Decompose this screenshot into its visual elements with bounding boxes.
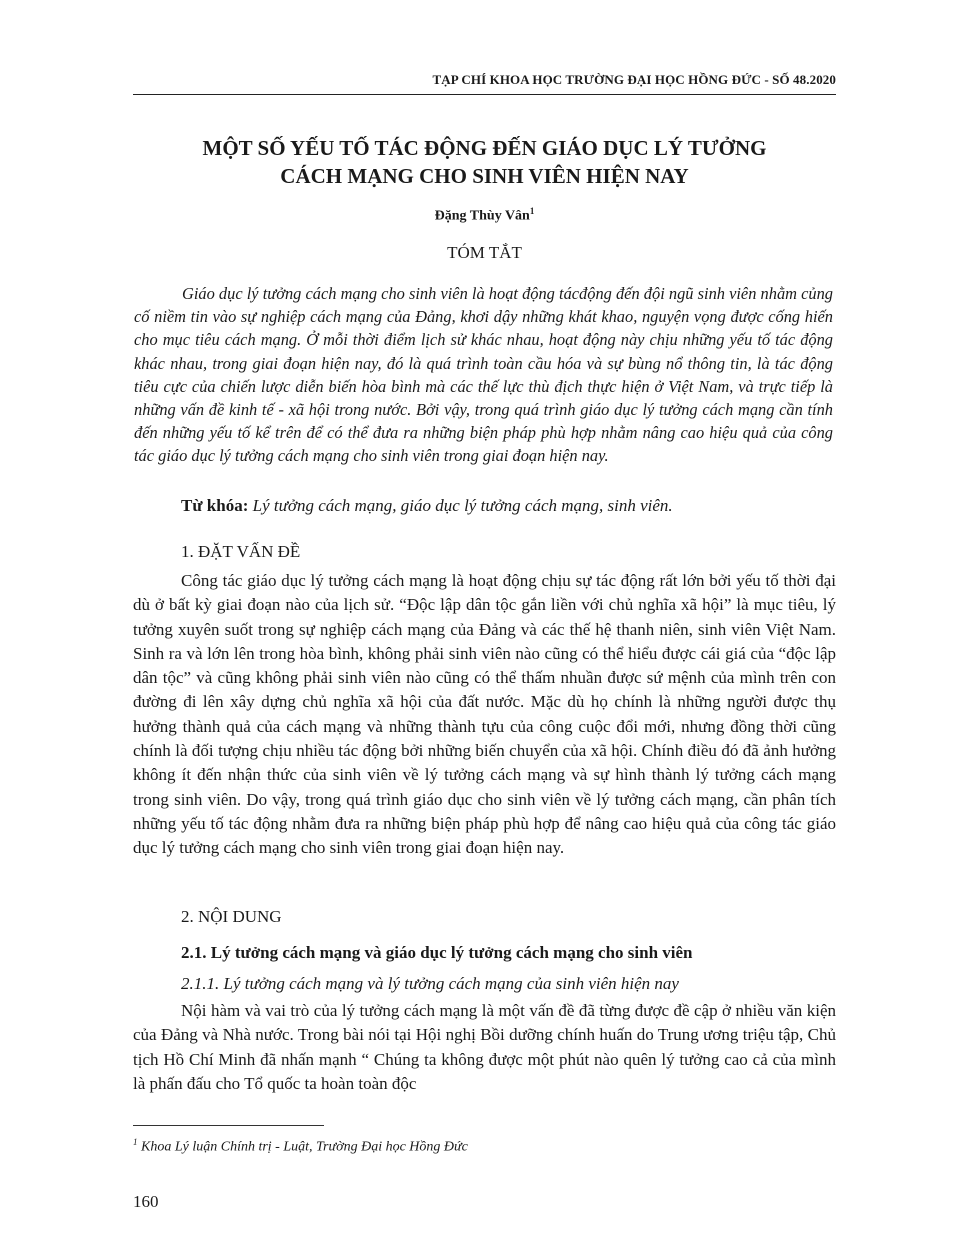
subsection-2-1-heading: 2.1. Lý tưởng cách mạng và giáo dục lý tưởng cách mạng cho sinh viên [181,943,693,962]
footnote [133,1137,468,1156]
abstract-heading: TÓM TẮT [447,243,522,262]
journal-header: TẠP CHÍ KHOA HỌC TRƯỜNG ĐẠI HỌC HỒNG ĐỨC - SỐ 48.2020 [432,72,836,87]
section-2-heading: 2. NỘI DUNG [181,907,282,926]
subsection-2-1-1-heading: 2.1.1. Lý tưởng cách mạng và lý tưởng cách mạng của sinh viên hiện nay [181,974,679,993]
keywords-label: Từ khóa: [181,496,249,515]
keywords-text: Lý tưởng cách mạng, giáo dục lý tưởng cách mạng, sinh viên. [252,496,673,515]
abstract-text: Giáo dục lý tưởng cách mạng cho sinh viên là hoạt động tácđộng đến đội ngũ sinh viên nhằm củng cố niềm tin vào sự nghiệp cách mạng của Đảng, khơi dậy những khát khao, nguyện vọng được cống hiến cho mục tiêu cách mạng. Ở mỗi thời điểm lịch sử khác nhau, hoạt động này chịu những yếu tố tác động khác nhau, trong giai đoạn hiện nay, đó là quá trình toàn cầu hóa và sự bùng nổ thông tin, là tác động tiêu cực của chiến lược diễn biến hòa bình mà các thế lực thù địch thực hiện ở Việt Nam, và trực tiếp là những vấn đề kinh tế - xã hội trong nước. Bởi vậy, trong quá trình giáo dục lý tưởng cách mạng cần tính đến những yếu tố kể trên để có thể đưa ra những biện pháp phù hợp nhằm nâng cao hiệu quả của công tác giáo dục lý tưởng cách mạng cho sinh viên trong giai đoạn hiện nay. [134,284,833,466]
header-rule [133,94,836,95]
author-name: Đặng Thùy Vân [434,208,530,224]
page-number: 160 [133,1192,159,1211]
footnote-text: Khoa Lý luận Chính trị - Luật, Trường Đại học Hồng Đức [141,1139,468,1155]
footnote-marker: 1 [133,1137,138,1147]
author [133,206,836,225]
section-2-text: Nội hàm và vai trò của lý tưởng cách mạng là một vấn đề đã từng được đề cập ở nhiều văn kiện của Đảng và Nhà nước. Trong bài nói tại Hội nghị Bồi dưỡng chính huấn do Trung ương triệu tập, Chủ tịch Hồ Chí Minh đã nhấn mạnh “ Chúng ta không được một phút nào quên lý tưởng cao cả của mình là phấn đấu cho Tổ quốc ta hoàn toàn độc [133,1001,836,1093]
author-footnote-marker: 1 [529,206,535,216]
section-1-heading: 1. ĐẶT VẤN ĐỀ [181,542,301,561]
title-line-2: CÁCH MẠNG CHO SINH VIÊN HIỆN NAY [280,164,689,188]
keywords [133,494,836,518]
footnote-rule [133,1125,324,1126]
section-1-text: Công tác giáo dục lý tưởng cách mạng là hoạt động chịu sự tác động rất lớn bởi yếu tố thời đại dù ở bất kỳ giai đoạn nào của lịch sử. “Độc lập dân tộc gắn liền với chủ nghĩa xã hội” là mục tiêu, lý tưởng xuyên suốt trong sự nghiệp cách mạng của Đảng và các thế hệ thanh niên, sinh viên Việt Nam. Sinh ra và lớn lên trong hòa bình, không phải sinh viên nào cũng có thể hiểu được cái giá của “độc lập dân tộc” và cũng không phải sinh viên nào cũng có thể thấm nhuần được sứ mệnh của mình trên con đường đi lên xây dựng chủ nghĩa xã hội của đất nước. Mặc dù họ chính là những người được thụ hưởng thành quả của cách mạng và những thành tựu của công cuộc đổi mới, nhưng đồng thời cũng chính là đối tượng chịu nhiều tác động bởi những biến chuyển của xã hội. Chính điều đó đã ảnh hưởng không ít đến nhận thức của sinh viên về lý tưởng cách mạng và sự hình thành lý tưởng cách mạng trong sinh viên. Do vậy, trong quá trình giáo dục cho sinh viên về lý tưởng cách mạng, cần phân tích những yếu tố tác động nhằm đưa ra những biện pháp phù hợp để nâng cao hiệu quả của công tác giáo dục lý tưởng cách mạng cho sinh viên trong giai đoạn hiện nay. [133,571,836,858]
paper-title [133,134,836,190]
title-line-1: MỘT SỐ YẾU TỐ TÁC ĐỘNG ĐẾN GIÁO DỤC LÝ TƯỞNG [202,136,767,160]
